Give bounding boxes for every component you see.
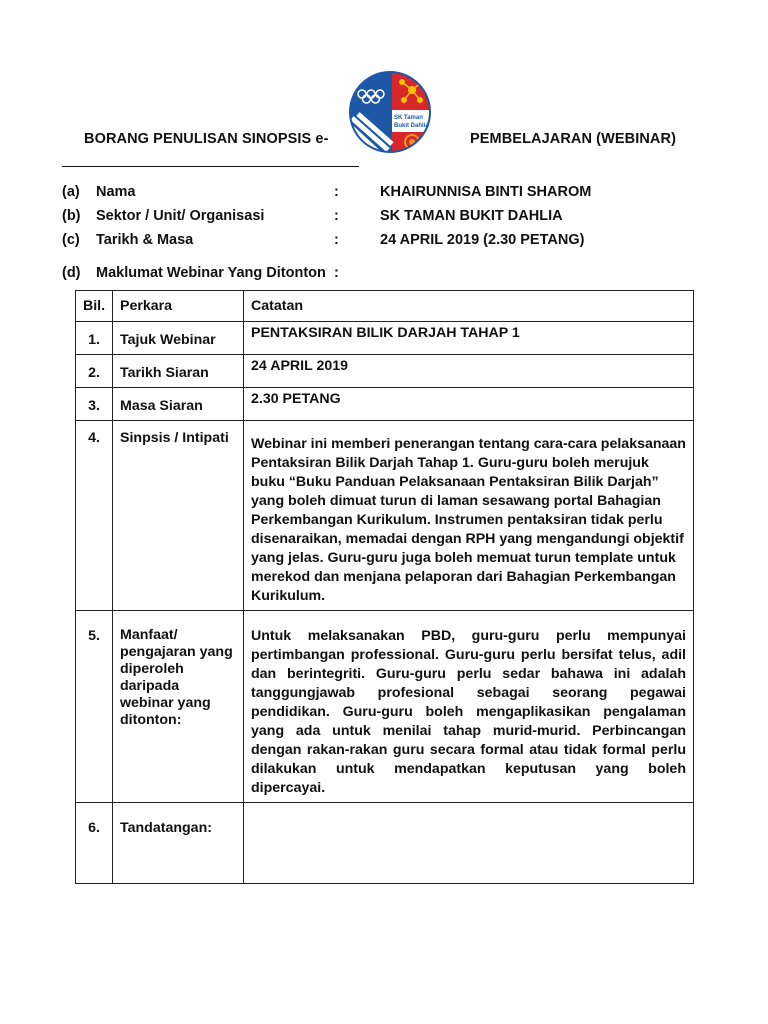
info-row-maklumat — [62, 265, 742, 285]
info-label: (d) — [62, 265, 81, 281]
info-row-sektor — [62, 208, 742, 228]
info-colon: : — [334, 265, 339, 281]
svg-text:SK Taman: SK Taman — [394, 115, 423, 121]
row-bil: 6. — [88, 820, 100, 836]
signature-field — [244, 803, 693, 813]
row-catatan: Webinar ini memberi penerangan tentang cara-cara pelaksanaan Pentaksiran Bilik Darjah Tahap 1. Guru-guru boleh merujuk buku “Buku Panduan Pelaksanaan Pentaksiran Bilik Darjah” yang boleh dimuat turun di laman sesawang portal Bahagian Perkembangan Kurikulum. Instrumen pentaksiran tidak perlu disenaraikan, memadai dengan RPH yang mengandungi objektif yang jelas. Guru-guru juga boleh memuat turun template untuk merekod dan menjana pelaporan dari Bahagian Perkembangan Kurikulum. — [251, 436, 686, 604]
info-label: (b) — [62, 208, 81, 224]
form-title-right: PEMBELAJARAN (WEBINAR) — [470, 131, 676, 147]
header-bil: Bil. — [76, 291, 113, 322]
info-field: Sektor / Unit/ Organisasi — [96, 208, 265, 224]
info-value: KHAIRUNNISA BINTI SHAROM — [380, 184, 592, 200]
table-row — [76, 803, 694, 884]
info-label: (c) — [62, 232, 80, 248]
row-catatan: PENTAKSIRAN BILIK DARJAH TAHAP 1 — [251, 325, 520, 341]
row-bil: 3. — [88, 398, 100, 414]
info-value: 24 APRIL 2019 (2.30 PETANG) — [380, 232, 585, 248]
row-perkara: Manfaat/ pengajaran yang diperoleh daripada webinar yang ditonton: — [120, 627, 233, 728]
row-perkara: Masa Siaran — [120, 398, 203, 414]
title-underline — [62, 166, 359, 167]
info-colon: : — [334, 184, 339, 200]
row-bil: 4. — [88, 430, 100, 446]
row-catatan: 2.30 PETANG — [251, 391, 341, 407]
table-row — [76, 388, 694, 421]
row-bil: 5. — [88, 628, 100, 644]
table-header-row — [76, 291, 694, 322]
table-row — [76, 355, 694, 388]
info-label: (a) — [62, 184, 80, 200]
form-title-left: BORANG PENULISAN SINOPSIS e- — [84, 131, 329, 147]
info-value: SK TAMAN BUKIT DAHLIA — [380, 208, 563, 224]
info-colon: : — [334, 232, 339, 248]
row-perkara: Tajuk Webinar — [120, 332, 216, 348]
header-perkara: Perkara — [113, 291, 244, 322]
school-logo — [348, 70, 432, 154]
table-row — [76, 611, 694, 803]
webinar-table — [75, 290, 694, 884]
row-perkara: Tarikh Siaran — [120, 365, 209, 381]
info-field: Maklumat Webinar Yang Ditonton — [96, 265, 326, 281]
row-catatan: Untuk melaksanakan PBD, guru-guru perlu mempunyai pertimbangan professional. Guru-guru perlu bersifat telus, adil dan berintegriti. Guru-guru perlu sedar bahawa ini adalah tanggungjawab profesional sebagai seorang pegawai pendidikan. Guru-guru boleh mengaplikasikan pengalaman yang ada untuk menilai tahap murid-murid. Perbincangan dengan rakan-rakan guru secara formal atau tidak formal perlu dilakukan untuk mendapatkan keputusan yang boleh dipercayai. — [251, 628, 686, 796]
row-catatan: 24 APRIL 2019 — [251, 358, 349, 374]
table-row — [76, 421, 694, 611]
row-bil: 1. — [88, 332, 100, 348]
info-field: Tarikh & Masa — [96, 232, 194, 248]
info-row-nama — [62, 184, 742, 204]
info-row-tarikh — [62, 232, 742, 252]
svg-text:Bukit Dahlia: Bukit Dahlia — [394, 123, 429, 129]
info-field: Nama — [96, 184, 136, 200]
header-catatan: Catatan — [244, 291, 694, 322]
table-row — [76, 322, 694, 355]
row-perkara: Tandatangan: — [120, 820, 212, 836]
row-bil: 2. — [88, 365, 100, 381]
info-colon: : — [334, 208, 339, 224]
row-perkara: Sinpsis / Intipati — [120, 430, 229, 446]
